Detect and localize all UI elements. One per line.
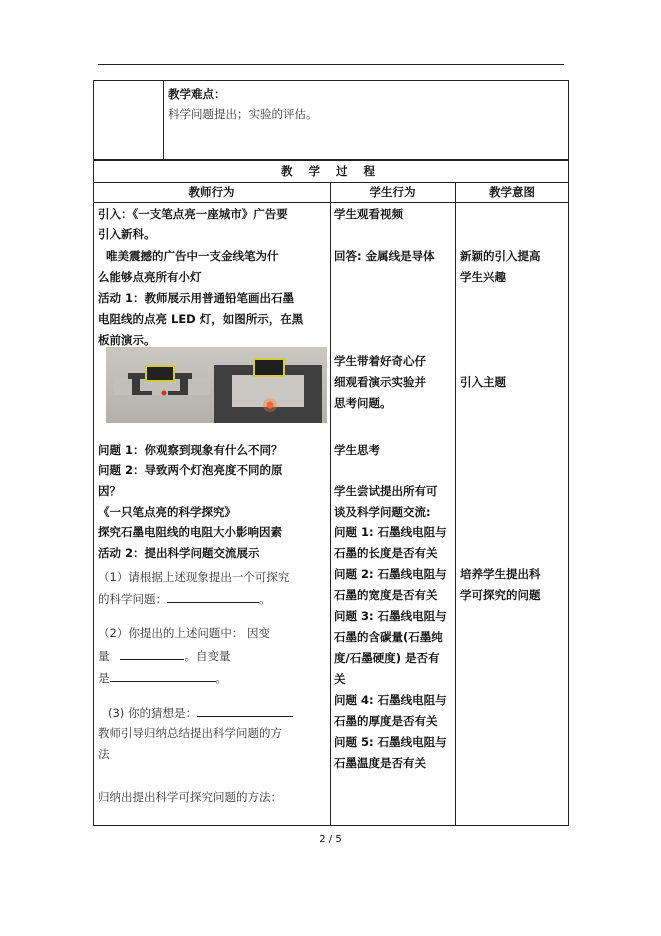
student-line: 问题 4: 石墨线电阻与 bbox=[334, 693, 447, 707]
teacher-line: 《一只笔点亮的科学探究》 bbox=[98, 505, 236, 519]
student-line: 石墨的厚度是否有关 bbox=[334, 714, 438, 728]
intent-line: 学生兴趣 bbox=[460, 270, 506, 284]
teacher-line: 活动 1：教师展示用普通铅笔画出石墨 bbox=[98, 291, 295, 305]
independent-variable-blank bbox=[110, 669, 216, 682]
column-header-intent: 教学意图 bbox=[489, 185, 535, 199]
column-header-teacher: 教师行为 bbox=[188, 185, 235, 199]
page-number: 2 / 5 bbox=[319, 834, 342, 845]
question-1-prompt: （1）请根据上述现象提出一个可探究 bbox=[98, 570, 290, 584]
student-line: 问题 3: 石墨线电阻与 bbox=[334, 609, 447, 623]
intent-line: 学可探究的问题 bbox=[460, 588, 541, 602]
student-line: 问题 5: 石墨线电阻与 bbox=[334, 735, 447, 749]
hypothesis-label: (3) 你的猜想是： bbox=[108, 706, 197, 720]
led-demo-photo bbox=[106, 347, 327, 423]
question-2-dependent-line bbox=[98, 646, 230, 666]
column-divider-1 bbox=[330, 182, 331, 826]
teacher-line: 问题 2：导致两个灯泡亮度不同的原 bbox=[98, 463, 283, 477]
student-line: 思考问题。 bbox=[334, 396, 392, 410]
header-rule bbox=[98, 64, 564, 65]
teacher-line: 问题 1：你观察到现象有什么不同？ bbox=[98, 443, 283, 457]
teacher-line: 引入：《一支笔点亮一座城市》广告要 bbox=[98, 207, 288, 221]
teacher-line: 唯美震撼的广告中一支金线笔为什 bbox=[98, 249, 279, 263]
student-line: 学生尝试提出所有可 bbox=[334, 484, 438, 498]
student-line: 石墨的长度是否有关 bbox=[334, 546, 438, 560]
student-line: 问题 1: 石墨线电阻与 bbox=[334, 525, 447, 539]
question-1-label: 的科学问题： bbox=[98, 592, 167, 606]
student-line: 石墨的含碳量(石墨纯 bbox=[334, 630, 443, 644]
student-line: 石墨的宽度是否有关 bbox=[334, 588, 438, 602]
teacher-line: 活动 2：提出科学问题交流展示 bbox=[98, 546, 260, 560]
end-mark: 。 bbox=[215, 671, 227, 685]
student-line: 学生带着好奇心仔 bbox=[334, 354, 426, 368]
column-header-rule bbox=[93, 202, 569, 203]
student-line: 度/石墨硬度) 是否有 bbox=[334, 651, 440, 665]
teacher-line: 探究石墨电阻线的电阻大小影响因素 bbox=[98, 525, 282, 539]
dependent-label: 量 bbox=[98, 649, 110, 663]
difficulty-content: 科学问题提出；实验的评估。 bbox=[168, 107, 318, 121]
student-line: 关 bbox=[334, 672, 346, 686]
intent-line: 引入主题 bbox=[460, 375, 506, 389]
question-1-blank bbox=[167, 590, 259, 603]
column-divider-2 bbox=[455, 182, 456, 826]
student-line: 回答: 金属线是导体 bbox=[334, 249, 435, 263]
difficulty-box bbox=[93, 80, 569, 160]
difficulty-title: 教学难点： bbox=[168, 87, 226, 101]
teacher-line: 引入新科。 bbox=[98, 227, 156, 241]
student-line: 石墨温度是否有关 bbox=[334, 756, 426, 770]
intent-line: 培养学生提出科 bbox=[460, 567, 541, 581]
student-line: 细观看演示实验并 bbox=[334, 375, 426, 389]
hypothesis-blank bbox=[197, 704, 293, 717]
teacher-guide: 法 bbox=[98, 747, 110, 761]
question-1-line bbox=[98, 589, 271, 609]
teacher-line: 因？ bbox=[98, 484, 121, 498]
method-summary: 归纳出提出科学可探究问题的方法： bbox=[98, 790, 282, 804]
teacher-line: 板前演示。 bbox=[98, 333, 156, 347]
teacher-guide: 教师引导归纳总结提出科学问题的方 bbox=[98, 726, 282, 740]
process-title: 教 学 过 程 bbox=[280, 164, 381, 178]
teacher-line: 么能够点亮所有小灯 bbox=[98, 270, 202, 284]
question-2-independent-line bbox=[98, 668, 227, 688]
independent-is-label: 是 bbox=[98, 671, 110, 685]
student-line: 谈及科学问题交流: bbox=[334, 505, 431, 519]
question-2-prompt: （2）你提出的上述问题中： 因变 bbox=[98, 626, 270, 640]
column-header-student: 学生行为 bbox=[369, 185, 416, 199]
student-line: 问题 2: 石墨线电阻与 bbox=[334, 567, 447, 581]
hypothesis-line bbox=[108, 703, 293, 723]
student-line: 学生思考 bbox=[334, 443, 380, 457]
teacher-line: 电阻线的点亮 LED 灯，如图所示，在黑 bbox=[98, 312, 304, 326]
dependent-variable-blank bbox=[120, 647, 184, 660]
independent-label: 。自变量 bbox=[184, 649, 231, 663]
difficulty-box-divider bbox=[163, 80, 164, 160]
led-demo-illustration bbox=[106, 347, 327, 423]
end-mark: 。 bbox=[259, 592, 271, 606]
student-line: 学生观看视频 bbox=[334, 207, 403, 221]
intent-line: 新颖的引入提高 bbox=[460, 249, 541, 263]
